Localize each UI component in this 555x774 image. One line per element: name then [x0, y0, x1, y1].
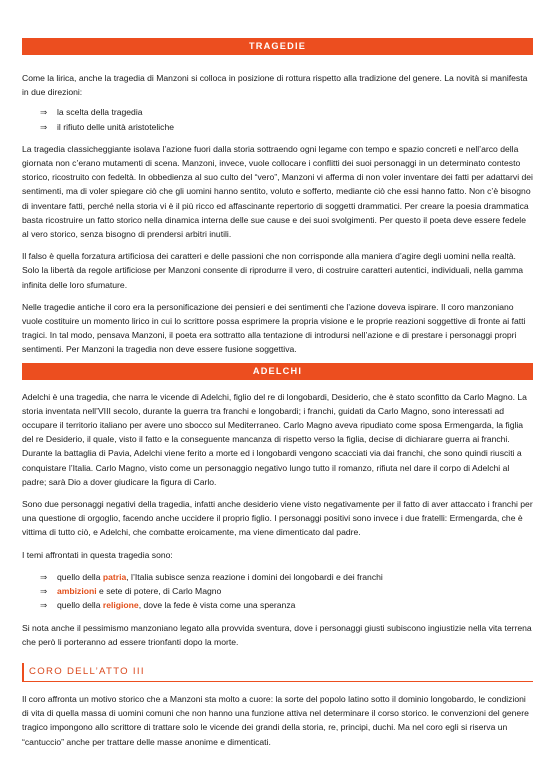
adelchi-paragraph-2: Sono due personaggi negativi della tragedia, infatti anche desiderio viene visto negativamente per il fatto di aver attaccato i franchi per una questione di orgoglio, facendo anche uccidere il proprio figlio. I personaggi positivi sono invece i due fratelli: Ermengarda, che è vittima di tutto ciò, e Adelchi, che combatte eroicamente, ma viene dimenticato dal padre.: [22, 499, 533, 538]
coro-paragraph-1: Il coro affronta un motivo storico che a Manzoni sta molto a cuore: la sorte del popolo latino sotto il dominio longobardo, le condizioni di vita di quella massa di uomini comuni che non hanno una funzione attiva nel determinare il corso storico. le convenzioni del genere tragico impongono allo scrittore di trattare solo le vicende dei grandi della storia, re, principi, duchi. Ma nel coro egli si riserva un “cantuccio” anche per trattare delle masse anonime e dimenticati.: [22, 693, 529, 747]
adelchi-paragraph-1: Adelchi è una tragedia, che narra le vicende di Adelchi, figlio del re di longobardi, Desiderio, che è stato sconfitto da Carlo Magno. La storia inventata nell’VIII secolo, durante la guerra tra franchi e longobardi; i franchi, guidati da Carlo Magno, sono interessati ad occupare il territorio italiano per avere uno sbocco sul Mediterraneo. Carlo Magno aveva ripudiato come sposa Ermengarda, la figlia del re Desiderio, il quale, visto il fatto e la conseguente mancanza di rispetto verso la figlia, decise di dichiarare guerra ai franchi. Durante la battaglia di Pavia, Adelchi viene ferito a morte ed i longobardi vengono scacciati via dai franchi, che sono quindi riusciti a conquistare l’Italia. Carlo Magno, visto come un personaggio negativo lungo tutto il romanzo, rifiuta nel dare il corpo di Adelchi al padre; sarà Dio a dover giudicare la figura di Carlo.: [22, 391, 527, 487]
keyword-religione: religione: [102, 600, 139, 611]
list-item: ⇒ la scelta della tragedia: [40, 105, 533, 119]
adelchi-paragraph-3: Si nota anche il pessimismo manzoniano legato alla provvida sventura, dove i personaggi giusti subiscono ingiustizie nella vita terrena che però li porteranno ad essere trionfanti dopo la morte.: [22, 622, 532, 647]
arrow-icon: ⇒: [40, 600, 48, 611]
list-item: ⇒ quello della patria, l’Italia subisce senza reazione i domini dei longobardi e dei franchi: [40, 570, 533, 584]
tragedie-paragraph-1: La tragedia classicheggiante isolava l’azione fuori dalla storia sottraendo ogni legame con tempo e spazio concreti e nell’arco della giornata non c’erano mutamenti di scena. Manzoni, invece, vuole collocare i conflitti dei suoi personaggi in un determinato contesto storico, ricostruito con fedeltà. In obbedienza al suo culto del “vero”, Manzoni vi afferma di non voler inventare dei fatti per adattarvi dei sentimenti, ma di voler spiegare ciò che gli uomini hanno sentito, voluto e sofferto, mediante ciò che essi hanno fatto. Non c’è bisogno di inventare fatti, perché nella storia vi è il più ricco ed affascinante repertorio di soggetti drammatici. Per creare la poesia drammatica basta ricostruire un fatto storico nella dinamica interna delle sue cause e dei suoi svolgimenti. Per questo il poeta deve essere fedele al vero storico, senza bisogno di prendersi arbitri inutili.: [22, 143, 533, 240]
tragedie-paragraph-2: Il falso è quella forzatura artificiosa dei caratteri e delle passioni che non corrisponde alla maniera d’agire degli uomini nella realtà. Solo la libertà da regole artificiose per Manzoni consente di riprodurre il vero, di costruire caratteri autentici, individuali, nella gamma infinita delle loro sfumature.: [22, 251, 524, 290]
arrow-icon: ⇒: [40, 121, 48, 132]
arrow-icon: ⇒: [40, 586, 48, 597]
arrow-icon: ⇒: [40, 107, 48, 118]
document-page: [22, 38, 533, 749]
section-header-adelchi: ADELCHI: [22, 363, 533, 380]
keyword-patria: patria: [102, 571, 127, 582]
section-header-coro: CORO DELL’ATTO III: [22, 663, 533, 682]
adelchi-themes-intro: I temi affrontati in questa tragedia sono:: [22, 549, 173, 560]
section-header-tragedie: TRAGEDIE: [22, 38, 533, 55]
keyword-ambizioni: ambizioni: [57, 586, 97, 597]
list-item: ⇒ il rifiuto delle unità aristoteliche: [40, 120, 533, 134]
list-item: ⇒ ambizioni e sete di potere, di Carlo Magno: [40, 584, 533, 598]
tragedie-bullet-list: [22, 105, 533, 133]
adelchi-themes-list: [22, 570, 533, 613]
list-item: ⇒ quello della religione, dove la fede è vista come una speranza: [40, 598, 533, 612]
arrow-icon: ⇒: [40, 571, 48, 582]
tragedie-paragraph-3: Nelle tragedie antiche il coro era la personificazione dei pensieri e dei sentimenti che l’azione doveva ispirare. Il coro manzoniano vuole costituire un momento lirico in cui lo scrittore possa esprimere la propria visione e le proprie reazioni soggettive di fronte ai fatti tragici. In tal modo, pensava Manzoni, il poeta era sottratto alla tentazione di introdursi nell’azione e di prestare i personaggi propri sentimenti. Per Manzoni la tragedia non deve essere fusione soggettiva.: [22, 301, 526, 355]
tragedie-intro: Come la lirica, anche la tragedia di Manzoni si colloca in posizione di rottura rispetto alla tradizione del genere. La novità si manifesta in due direzioni:: [22, 73, 528, 98]
